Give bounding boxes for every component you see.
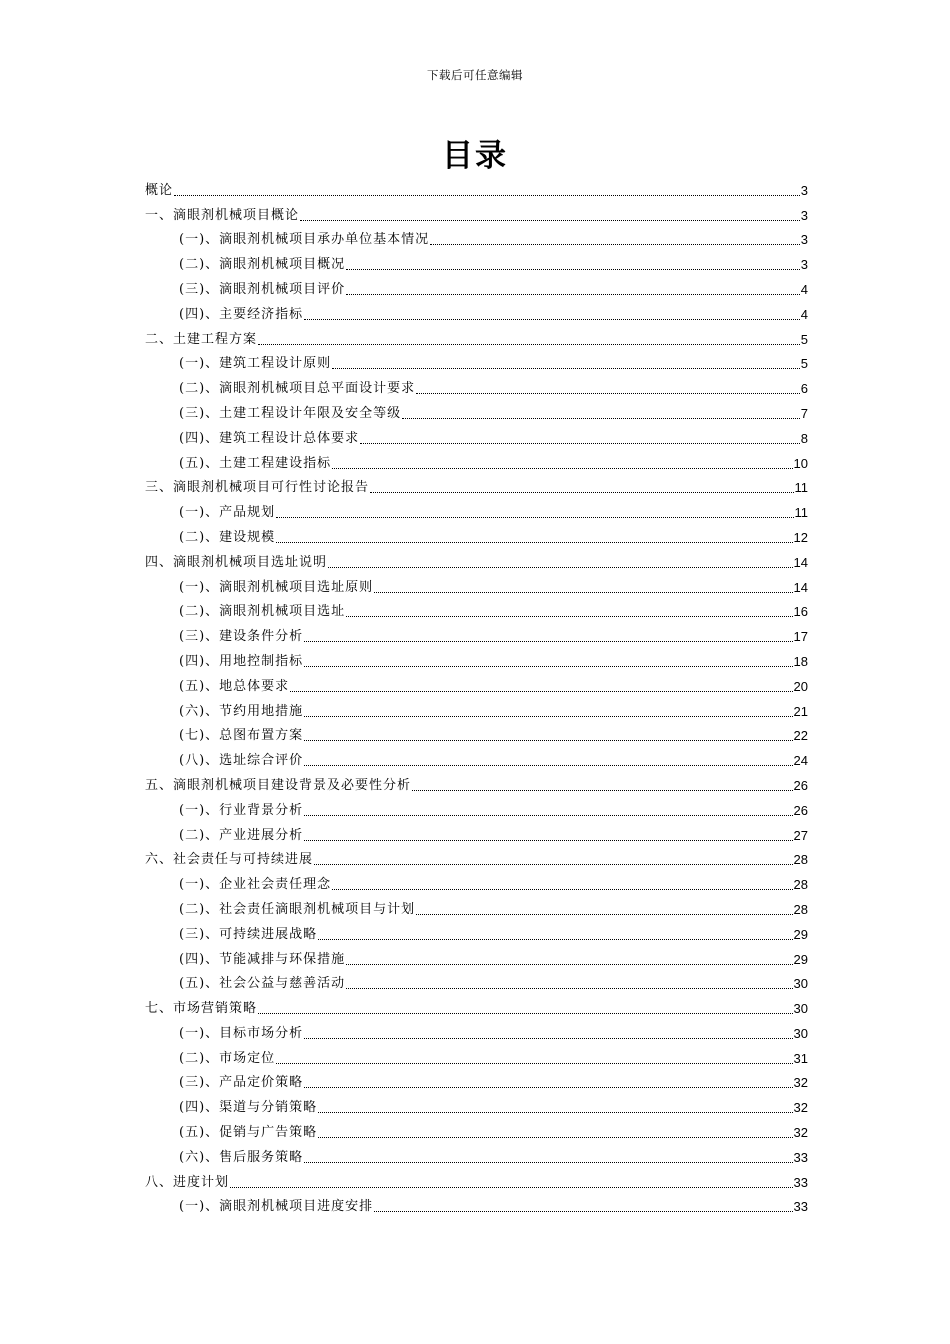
toc-entry[interactable] <box>145 1141 808 1166</box>
toc-dot-leader <box>258 343 800 345</box>
toc-entry[interactable] <box>145 893 808 918</box>
toc-page-number: 27 <box>793 827 808 843</box>
toc-page-number: 7 <box>800 405 808 421</box>
toc-dot-leader <box>332 467 792 469</box>
toc-dot-leader <box>304 764 792 766</box>
toc-page-number: 5 <box>800 331 808 347</box>
toc-entry[interactable] <box>145 943 808 968</box>
toc-entry[interactable] <box>145 645 808 670</box>
toc-dot-leader <box>328 566 793 568</box>
toc-dot-leader <box>304 1086 792 1088</box>
toc-dot-leader <box>304 1161 792 1163</box>
page-title: 目录 <box>442 138 508 174</box>
toc-entry-text: 概论 <box>145 182 174 198</box>
toc-page-number: 33 <box>793 1174 808 1190</box>
toc-dot-leader <box>332 888 792 890</box>
toc-entry-text: (一)、滴眼剂机械项目进度安排 <box>179 1199 374 1215</box>
toc-entry[interactable] <box>145 348 808 373</box>
toc-page-number: 16 <box>793 604 808 620</box>
toc-entry[interactable] <box>145 248 808 273</box>
toc-entry[interactable] <box>145 224 808 249</box>
toc-dot-leader <box>174 194 800 196</box>
toc-entry[interactable] <box>145 1067 808 1092</box>
toc-entry-text: (一)、产品规划 <box>179 505 276 521</box>
toc-entry-text: 三、滴眼剂机械项目可行性讨论报告 <box>145 480 370 496</box>
toc-dot-leader <box>304 814 792 816</box>
toc-entry-text: (一)、企业社会责任理念 <box>179 877 332 893</box>
toc-page-number: 24 <box>793 753 808 769</box>
toc-page-number: 3 <box>800 207 808 223</box>
toc-page-number: 29 <box>793 951 808 967</box>
toc-dot-leader <box>416 392 800 394</box>
toc-page-number: 28 <box>793 852 808 868</box>
toc-entry[interactable] <box>145 273 808 298</box>
toc-entry-text: (二)、社会责任滴眼剂机械项目与计划 <box>179 901 416 917</box>
toc-entry-text: (三)、土建工程设计年限及安全等级 <box>179 405 402 421</box>
toc-entry[interactable] <box>145 794 808 819</box>
toc-page-number: 32 <box>793 1125 808 1141</box>
toc-entry[interactable] <box>145 620 808 645</box>
toc-entry-text: (三)、建设条件分析 <box>179 629 304 645</box>
toc-dot-leader <box>374 1210 792 1212</box>
toc-entry-text: (一)、目标市场分析 <box>179 1025 304 1041</box>
toc-page-number: 32 <box>793 1100 808 1116</box>
toc-entry[interactable] <box>145 769 808 794</box>
toc-entry-text: (五)、土建工程建设指标 <box>179 455 332 471</box>
toc-page-number: 14 <box>793 579 808 595</box>
toc-entry[interactable] <box>145 1166 808 1191</box>
toc-page-number: 30 <box>793 1025 808 1041</box>
toc-entry[interactable] <box>145 546 808 571</box>
toc-entry-text: (三)、滴眼剂机械项目评价 <box>179 281 346 297</box>
toc-page-number: 33 <box>793 1149 808 1165</box>
toc-entry[interactable] <box>145 670 808 695</box>
page-header: 下载后可任意编辑 <box>427 68 523 82</box>
toc-entry[interactable] <box>145 298 808 323</box>
toc-entry-text: (六)、售后服务策略 <box>179 1149 304 1165</box>
toc-entry-text: (三)、产品定价策略 <box>179 1075 304 1091</box>
toc-page-number: 10 <box>793 455 808 471</box>
toc-page-number: 28 <box>793 877 808 893</box>
toc-entry-text: 一、滴眼剂机械项目概论 <box>145 207 300 223</box>
toc-page-number: 8 <box>800 430 808 446</box>
toc-page-number: 5 <box>800 356 808 372</box>
toc-page-number: 12 <box>793 529 808 545</box>
toc-dot-leader <box>346 615 792 617</box>
toc-entry-text: (四)、渠道与分销策略 <box>179 1100 318 1116</box>
toc-entry-text: (四)、用地控制指标 <box>179 653 304 669</box>
toc-dot-leader <box>276 1062 792 1064</box>
toc-entry[interactable] <box>145 174 808 199</box>
toc-page-number: 4 <box>800 281 808 297</box>
toc-entry-text: (一)、滴眼剂机械项目承办单位基本情况 <box>179 232 430 248</box>
table-of-contents <box>145 174 808 1215</box>
toc-entry[interactable] <box>145 1042 808 1067</box>
toc-entry-text: (四)、节能减排与环保措施 <box>179 951 346 967</box>
toc-entry[interactable] <box>145 868 808 893</box>
toc-entry-text: (二)、滴眼剂机械项目选址 <box>179 604 346 620</box>
toc-page-number: 11 <box>794 505 808 521</box>
toc-dot-leader <box>304 318 800 320</box>
toc-page-number: 11 <box>794 480 808 496</box>
toc-entry-text: (一)、滴眼剂机械项目选址原则 <box>179 579 374 595</box>
toc-entry[interactable] <box>145 496 808 521</box>
toc-entry-text: 六、社会责任与可持续进展 <box>145 852 314 868</box>
toc-entry-text: (八)、选址综合评价 <box>179 753 304 769</box>
toc-dot-leader <box>300 219 800 221</box>
toc-dot-leader <box>370 491 793 493</box>
toc-entry-text: 八、进度计划 <box>145 1174 230 1190</box>
toc-page-number: 26 <box>793 802 808 818</box>
toc-entry[interactable] <box>145 323 808 348</box>
toc-entry[interactable] <box>145 992 808 1017</box>
toc-entry-text: 五、滴眼剂机械项目建设背景及必要性分析 <box>145 777 412 793</box>
toc-dot-leader <box>412 789 793 791</box>
toc-entry-text: (五)、社会公益与慈善活动 <box>179 976 346 992</box>
toc-dot-leader <box>304 839 792 841</box>
toc-entry-text: (三)、可持续进展战略 <box>179 926 318 942</box>
toc-dot-leader <box>346 268 800 270</box>
toc-page-number: 26 <box>793 777 808 793</box>
toc-page-number: 31 <box>793 1050 808 1066</box>
toc-page-number: 33 <box>793 1199 808 1215</box>
toc-page-number: 30 <box>793 1001 808 1017</box>
toc-page-number: 3 <box>800 182 808 198</box>
toc-dot-leader <box>318 1136 792 1138</box>
toc-entry-text: (一)、行业背景分析 <box>179 802 304 818</box>
toc-entry-text: (一)、建筑工程设计原则 <box>179 356 332 372</box>
toc-page-number: 28 <box>793 901 808 917</box>
toc-dot-leader <box>346 987 792 989</box>
toc-page-number: 17 <box>793 629 808 645</box>
toc-entry[interactable] <box>145 372 808 397</box>
toc-entry[interactable] <box>145 1017 808 1042</box>
toc-dot-leader <box>318 938 792 940</box>
toc-entry-text: 二、土建工程方案 <box>145 331 258 347</box>
toc-page-number: 3 <box>800 232 808 248</box>
toc-page-number: 3 <box>800 257 808 273</box>
toc-page-number: 29 <box>793 926 808 942</box>
toc-entry-text: (五)、促销与广告策略 <box>179 1125 318 1141</box>
toc-entry-text: (四)、建筑工程设计总体要求 <box>179 430 360 446</box>
toc-page-number: 30 <box>793 976 808 992</box>
toc-entry-text: (二)、滴眼剂机械项目总平面设计要求 <box>179 381 416 397</box>
toc-dot-leader <box>314 863 793 865</box>
toc-entry-text: (六)、节约用地措施 <box>179 703 304 719</box>
toc-dot-leader <box>304 1037 792 1039</box>
toc-entry[interactable] <box>145 422 808 447</box>
toc-entry[interactable] <box>145 397 808 422</box>
toc-page-number: 18 <box>793 653 808 669</box>
toc-entry-text: (七)、总图布置方案 <box>179 728 304 744</box>
toc-dot-leader <box>346 963 792 965</box>
toc-entry-text: (四)、主要经济指标 <box>179 306 304 322</box>
toc-dot-leader <box>416 913 792 915</box>
toc-entry[interactable] <box>145 521 808 546</box>
toc-dot-leader <box>276 541 792 543</box>
toc-dot-leader <box>332 367 800 369</box>
toc-entry[interactable] <box>145 1091 808 1116</box>
toc-dot-leader <box>304 739 792 741</box>
toc-dot-leader <box>304 665 792 667</box>
toc-dot-leader <box>304 640 792 642</box>
toc-dot-leader <box>360 442 800 444</box>
toc-entry-text: (二)、滴眼剂机械项目概况 <box>179 257 346 273</box>
toc-entry[interactable] <box>145 1191 808 1216</box>
toc-dot-leader <box>374 591 792 593</box>
toc-dot-leader <box>230 1186 793 1188</box>
toc-dot-leader <box>346 293 800 295</box>
toc-entry[interactable] <box>145 819 808 844</box>
toc-entry-text: 七、市场营销策略 <box>145 1001 258 1017</box>
toc-entry[interactable] <box>145 918 808 943</box>
toc-dot-leader <box>430 243 800 245</box>
toc-entry[interactable] <box>145 571 808 596</box>
toc-entry[interactable] <box>145 447 808 472</box>
toc-page-number: 6 <box>800 381 808 397</box>
toc-page-number: 22 <box>793 728 808 744</box>
toc-page-number: 21 <box>793 703 808 719</box>
toc-entry-text: (二)、建设规模 <box>179 529 276 545</box>
toc-dot-leader <box>258 1012 793 1014</box>
toc-dot-leader <box>402 417 800 419</box>
toc-entry-text: (二)、市场定位 <box>179 1050 276 1066</box>
toc-page-number: 14 <box>793 554 808 570</box>
toc-entry[interactable] <box>145 968 808 993</box>
toc-entry-text: (五)、地总体要求 <box>179 678 290 694</box>
toc-entry[interactable] <box>145 695 808 720</box>
toc-dot-leader <box>290 690 792 692</box>
toc-dot-leader <box>276 516 793 518</box>
toc-dot-leader <box>318 1111 792 1113</box>
toc-entry[interactable] <box>145 472 808 497</box>
toc-entry-text: (二)、产业进展分析 <box>179 827 304 843</box>
toc-entry[interactable] <box>145 199 808 224</box>
toc-entry[interactable] <box>145 744 808 769</box>
toc-dot-leader <box>304 715 792 717</box>
toc-entry[interactable] <box>145 1116 808 1141</box>
toc-page-number: 4 <box>800 306 808 322</box>
toc-entry[interactable] <box>145 844 808 869</box>
toc-page-number: 32 <box>793 1075 808 1091</box>
toc-entry[interactable] <box>145 596 808 621</box>
toc-entry[interactable] <box>145 720 808 745</box>
toc-entry-text: 四、滴眼剂机械项目选址说明 <box>145 554 328 570</box>
toc-page-number: 20 <box>793 678 808 694</box>
